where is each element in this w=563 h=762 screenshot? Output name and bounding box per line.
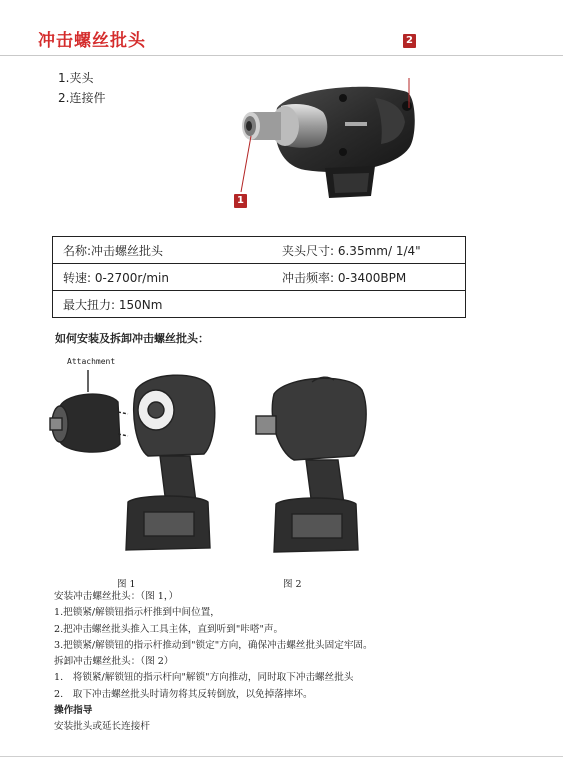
bottom-divider: [0, 756, 563, 757]
instruction-line: 1. 将锁紧/解锁钮的指示杆向"解锁"方向推动，同时取下冲击螺丝批头: [54, 672, 354, 684]
spec-cell: 名称:冲击螺丝批头: [63, 243, 164, 258]
instruction-line: 2.把冲击螺丝批头推入工具主体，直到听到"咔嗒"声。: [54, 623, 284, 635]
instructions: [54, 589, 373, 736]
parts-list: [58, 68, 105, 108]
instruction-line: 2. 取下冲击螺丝批头时请勿将其反转倒放，以免掉落摔坏。: [54, 688, 313, 700]
callout-1: 1: [234, 194, 247, 208]
part-item: 2.连接件: [58, 91, 106, 105]
spec-table: [52, 236, 466, 318]
figure-2-image: [254, 368, 374, 568]
title-divider: [0, 55, 563, 56]
instruction-line: 拆卸冲击螺丝批头：（图 2）: [54, 656, 174, 668]
operation-line: 安装批头或延长连接杆: [54, 721, 150, 733]
operation-heading: 操作指导: [54, 705, 93, 717]
instruction-line: 3.把锁紧/解锁钮的指示杆推动到"锁定"方向，确保冲击螺丝批头固定牢固。: [54, 639, 373, 651]
attachment-label: Attachment: [67, 357, 116, 366]
spec-cell: 夹头尺寸: 6.35mm/ 1/4": [282, 243, 421, 258]
part-item: 1.夹头: [58, 71, 94, 85]
figure-2-label: 图 2: [283, 579, 302, 590]
product-image: [225, 78, 425, 208]
figure-1-image: [48, 362, 228, 572]
figure-1-label: 图 1: [117, 579, 136, 590]
instruction-line: 1.把锁紧/解锁钮指示杆推到中间位置，: [54, 607, 220, 619]
spec-cell: 冲击频率: 0-3400BPM: [282, 270, 407, 285]
spec-row: [53, 264, 465, 291]
instruction-line: 安装冲击螺丝批头：（图 1，）: [54, 591, 179, 602]
spec-cell: 转速: 0-2700r/min: [63, 270, 169, 285]
spec-cell: 最大扭力: 150Nm: [63, 297, 163, 312]
spec-row: [53, 291, 465, 317]
page-title: 冲击螺丝批头: [38, 31, 146, 51]
callout-2: 2: [403, 34, 416, 48]
spec-row: [53, 237, 465, 264]
howto-heading: 如何安装及拆卸冲击螺丝批头：: [55, 332, 209, 345]
